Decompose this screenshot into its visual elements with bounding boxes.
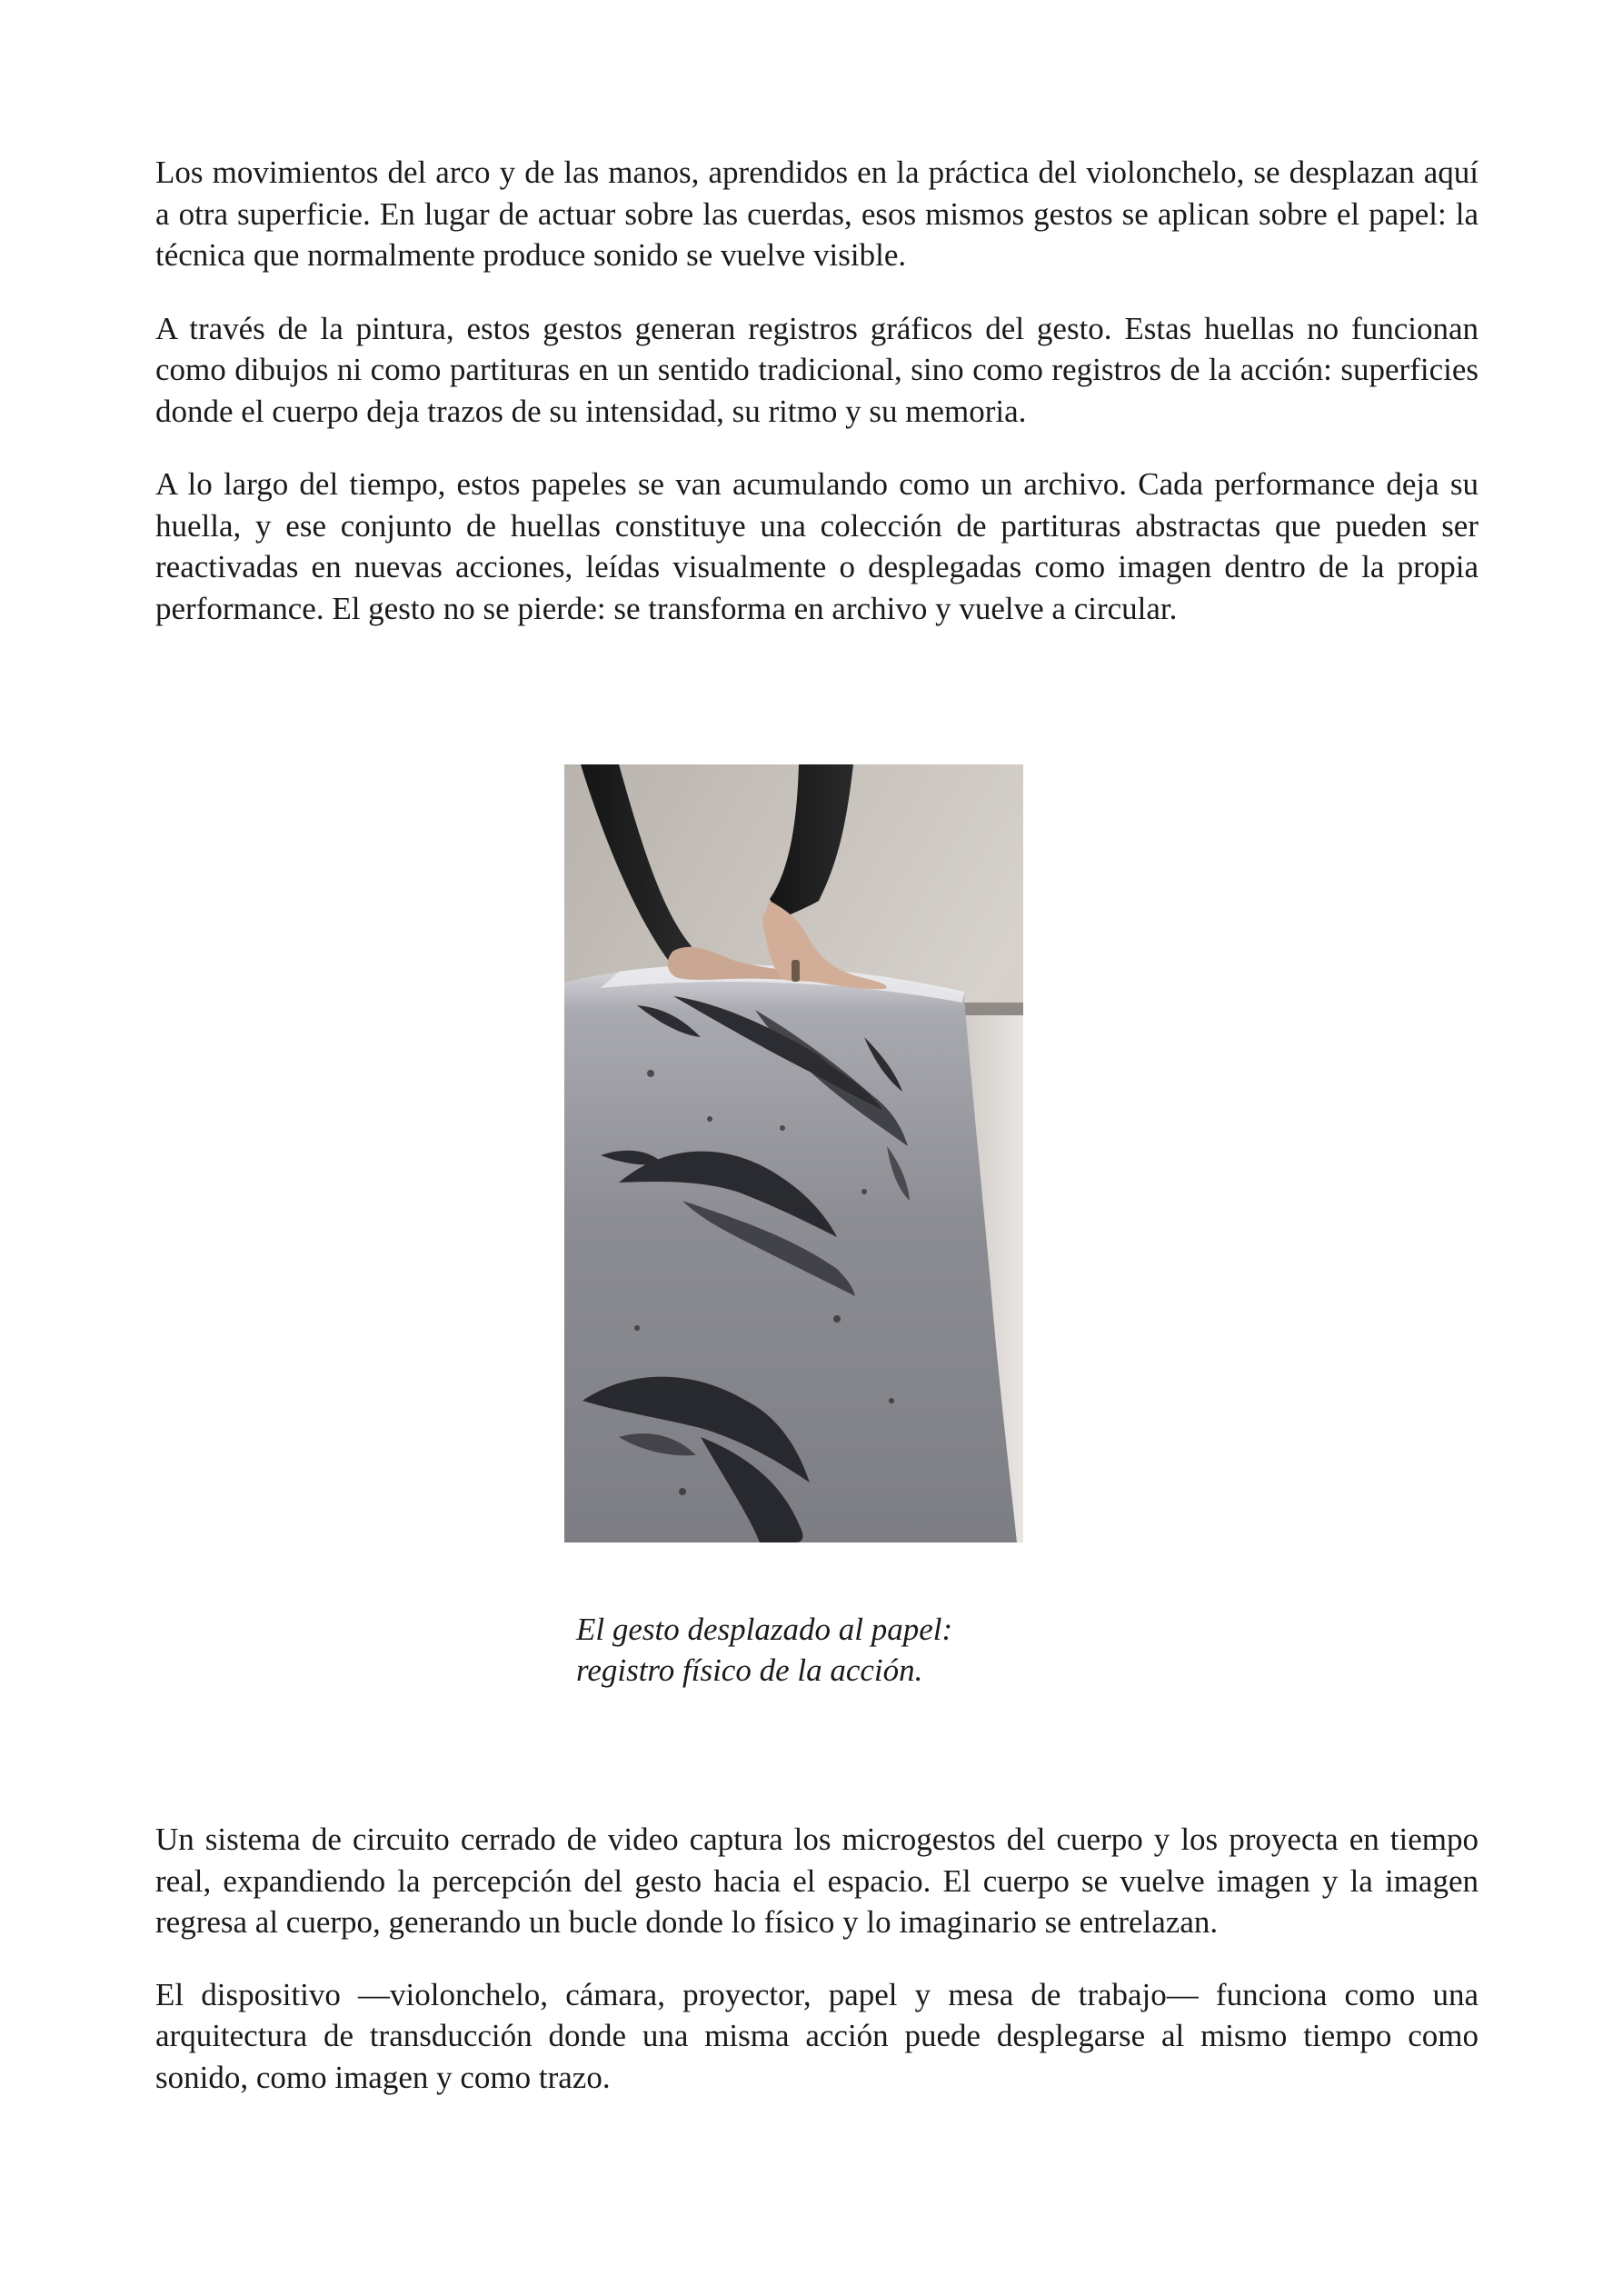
caption-line-2: registro físico de la acción. — [576, 1652, 923, 1688]
performance-photo — [564, 764, 1023, 1542]
caption-line-1: El gesto desplazado al papel: — [576, 1612, 953, 1647]
paragraph-gestures-displaced: Los movimientos del arco y de las manos, aprendidos en la práctica del violonchelo, se desplazan aquí a otra superficie. En lugar de actuar sobre las cuerdas, esos mismos gestos se aplican sobre el papel: la técnica que normalmente produce sonido se vuelve visible. — [155, 155, 1479, 273]
paragraph-device: El dispositivo —violonchelo, cámara, proyector, papel y mesa de trabajo— funciona como una arquitectura de transducción donde una misma acción puede desplegarse al mismo tiempo como sonido, como imagen y como trazo. — [155, 1976, 1479, 2095]
paragraph-graphic-records: A través de la pintura, estos gestos generan registros gráficos del gesto. Estas huellas no funcionan como dibujos ni como partituras en un sentido tradicional, sino como registros de la acción: superficies donde el cuerpo deja trazos de su intensidad, su ritmo y su memoria. — [155, 310, 1479, 429]
figure-caption — [576, 1609, 1212, 1691]
paragraph-archive: A lo largo del tiempo, estos papeles se van acumulando como un archivo. Cada performance deja su huella, y ese conjunto de huellas constituye una colección de partituras abstractas que pueden ser reactivadas en nuevas acciones, leídas visualmente o desplegadas como imagen dentro de la propia performance. El gesto no se pierde: se transforma en archivo y vuelve a circular. — [155, 466, 1479, 626]
bottom-text-block — [155, 1819, 1479, 2098]
paragraph-closed-circuit: Un sistema de circuito cerrado de video captura los microgestos del cuerpo y los proyecta en tiempo real, expandiendo la percepción del gesto hacia el espacio. El cuerpo se vuelve imagen y la imagen regresa al cuerpo, generando un bucle donde lo físico y lo imaginario se entrelazan. — [155, 1822, 1479, 1940]
top-text-block — [155, 152, 1479, 629]
